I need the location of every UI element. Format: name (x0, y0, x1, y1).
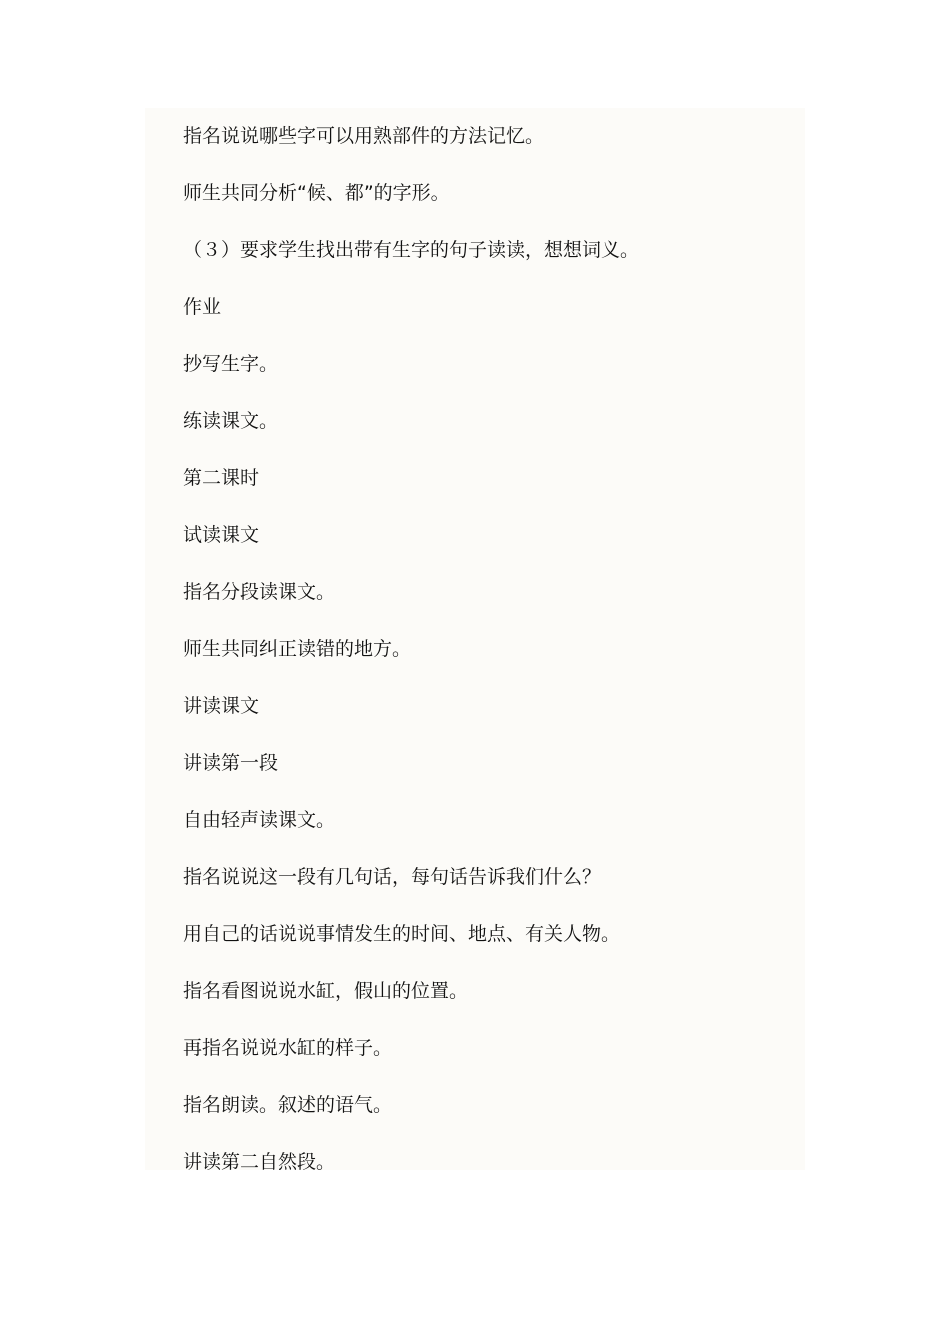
text-line: 再指名说说水缸的样子。 (183, 1037, 393, 1059)
text-line: 指名看图说说水缸，假山的位置。 (183, 980, 469, 1002)
text-line: 讲读第二自然段。 (183, 1151, 336, 1173)
section-heading: 第二课时 (183, 467, 260, 489)
text-line: 指名说说这一段有几句话，每句话告诉我们什么？ (183, 866, 602, 888)
text-line: 练读课文。 (183, 410, 279, 432)
text-line: 用自己的话说说事情发生的时间、地点、有关人物。 (183, 923, 621, 945)
text-line: 抄写生字。 (183, 353, 279, 375)
text-line: 指名朗读。叙述的语气。 (183, 1094, 393, 1116)
text-line: 师生共同分析“候、都”的字形。 (183, 182, 450, 204)
text-line: 指名说说哪些字可以用熟部件的方法记忆。 (183, 125, 545, 147)
document-body (183, 108, 639, 1191)
section-heading: 作业 (183, 296, 222, 318)
text-line: （３）要求学生找出带有生字的句子读读，想想词义。 (183, 239, 640, 261)
text-line: 师生共同纠正读错的地方。 (183, 638, 412, 660)
section-heading: 试读课文 (183, 524, 260, 546)
section-heading: 讲读第一段 (183, 752, 279, 774)
section-heading: 讲读课文 (183, 695, 260, 717)
text-line: 自由轻声读课文。 (183, 809, 336, 831)
text-line: 指名分段读课文。 (183, 581, 336, 603)
